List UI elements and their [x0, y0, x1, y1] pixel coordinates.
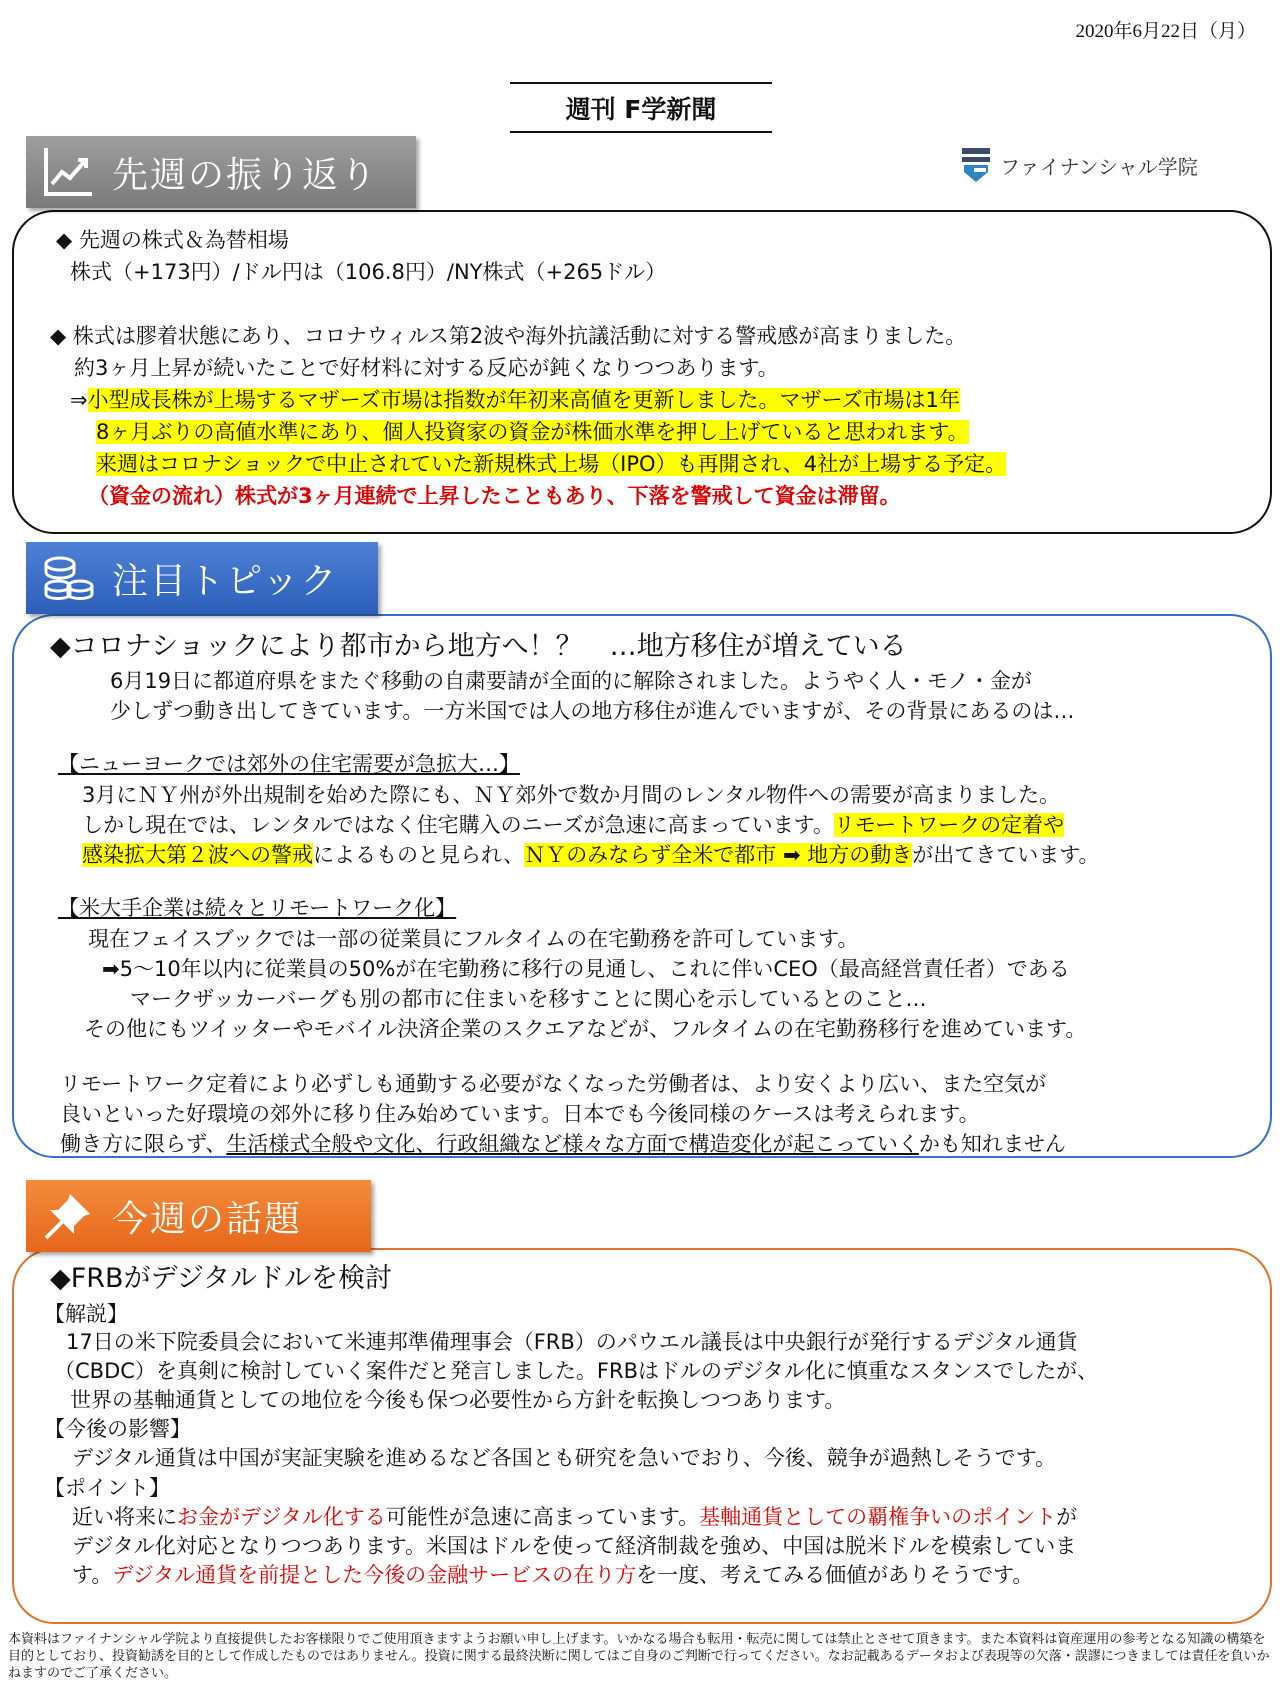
outro-text: かも知れません — [918, 1132, 1066, 1156]
point-text: 近い将来に — [72, 1505, 177, 1529]
topic-header-label: 注目トピック — [112, 560, 339, 602]
kaisetsu-title: 【解説】 — [44, 1302, 128, 1326]
eikyo-title: 【今後の影響】 — [44, 1417, 191, 1441]
market-highlight-1 — [70, 386, 960, 414]
eikyo-line: デジタル通貨は中国が実証実験を進めるなど各国とも研究を急いでおり、今後、競争が過熱しそうです。 — [72, 1446, 1057, 1470]
ny-section-title: 【ニューヨークでは郊外の住宅需要が急拡大…】 — [58, 752, 520, 776]
ny-line-3 — [82, 841, 1100, 869]
issue-date: 2020年6月22日（月） — [1075, 21, 1256, 42]
point-text: す。 — [72, 1563, 113, 1587]
point-text: 可能性が急速に高まっています。 — [385, 1505, 700, 1529]
ny-line-2 — [82, 811, 1064, 839]
highlight-text: 感染拡大第２波への警戒 — [82, 843, 313, 867]
ny-text: によるものと見られ、 — [313, 843, 525, 867]
outro-text: 働き方に限らず、 — [60, 1132, 227, 1156]
red-text: 基軸通貨としての覇権争いのポイント — [699, 1505, 1057, 1529]
corp-line-3: マークザッカーバーグも別の都市に住まいを移すことに関心を示しているとのこと… — [130, 987, 927, 1011]
money-flow: （資金の流れ）株式が3ヶ月連続で上昇したこともあり、下落を警戒して資金は滞留。 — [88, 484, 901, 508]
market-highlight-2 — [96, 418, 969, 446]
outro-line-2: 良いといった好環境の郊外に移り住み始めています。日本でも今後同様のケースは考えられます。 — [60, 1102, 980, 1126]
point-line-1 — [72, 1503, 1077, 1531]
kaisetsu-line-1: 17日の米下院委員会において米連邦準備理事会（FRB）のパウエル議長は中央銀行が発行するデジタル通貨 — [66, 1330, 1078, 1354]
market-summary: 株式（+173円）/ドル円は（106.8円）/NY株式（+265ドル） — [70, 260, 667, 284]
market-comment-2: 約3ヶ月上昇が続いたことで好材料に対する反応が鈍くなりつつあります。 — [74, 356, 779, 380]
red-text: お金がデジタル化する — [177, 1505, 386, 1529]
brand-name: ファイナンシャル学院 — [1000, 154, 1198, 179]
ny-text: しかし現在では、レンタルではなく住宅購入のニーズが急速に高まっています。 — [82, 813, 834, 837]
review-header-label: 先週の振り返り — [112, 154, 379, 196]
pushpin-icon — [40, 1188, 96, 1244]
ny-text: が出てきています。 — [912, 843, 1100, 867]
market-heading: ◆ 先週の株式＆為替相場 — [56, 228, 289, 252]
news-header-label: 今週の話題 — [112, 1198, 303, 1240]
highlight-text: 8ヶ月ぶりの高値水準にあり、個人投資家の資金が株価水準を押し上げていると思われます。 — [96, 420, 969, 444]
arrow-symbol: ⇒ — [70, 388, 88, 412]
corp-line-2: ➡5～10年以内に従業員の50%が在宅勤務に移行の見通し、これに伴いCEO（最高経営責任者）である — [102, 957, 1070, 981]
kaisetsu-line-3: 世界の基軸通貨としての地位を今後も保つ必要性から方針を転換しつつあります。 — [70, 1388, 846, 1412]
highlight-text: 小型成長株が上場するマザーズ市場は指数が年初来高値を更新しました。マザーズ市場は1年 — [87, 388, 960, 412]
brand-logo — [960, 146, 1198, 184]
point-line-2: デジタル化対応となりつつあります。米国はドルを使って経済制裁を強め、中国は脱米ドルを模索していま — [72, 1534, 1077, 1558]
topic-intro-1: 6月19日に都道府県をまたぐ移動の自粛要請が全面的に解除されました。ようやく人・モノ・金が — [110, 669, 1032, 693]
outro-line-1: リモートワーク定着により必ずしも通勤する必要がなくなった労働者は、より安くより広い、また空気が — [60, 1072, 1047, 1096]
topic-intro-2: 少しずつ動き出してきています。一方米国では人の地方移住が進んでいますが、その背景にあるのは… — [110, 699, 1075, 723]
news-section-header — [26, 1180, 371, 1252]
review-section-header — [26, 136, 416, 208]
point-text: が — [1056, 1505, 1078, 1529]
highlight-text: 来週はコロナショックで中止されていた新規株式上場（IPO）も再開され、4社が上場する予定。 — [96, 452, 1007, 476]
red-text: デジタル通貨を前提とした今後の金融サービスの在り方 — [112, 1563, 637, 1587]
newsletter-title: 週刊 F学新聞 — [510, 82, 772, 133]
corp-line-1: 現在フェイスブックでは一部の従業員にフルタイムの在宅勤務を許可しています。 — [88, 927, 859, 951]
coins-icon — [40, 550, 96, 606]
underlined-text: 生活様式全般や文化、行政組織など様々な方面で構造変化が起こっていく — [226, 1132, 919, 1156]
market-comment-1: ◆ 株式は膠着状態にあり、コロナウィルス第2波や海外抗議活動に対する警戒感が高まりました。 — [50, 324, 967, 348]
corp-line-4: その他にもツイッターやモバイル決済企業のスクエアなどが、フルタイムの在宅勤務移行を進めています。 — [84, 1017, 1087, 1041]
news-headline: ◆FRBがデジタルドルを検討 — [50, 1263, 392, 1294]
highlight-text: リモートワークの定着や — [833, 813, 1065, 837]
topic-headline: ◆コロナショックにより都市から地方へ！？ …地方移住が増えている — [50, 631, 907, 662]
topic-section-header — [26, 542, 378, 614]
ny-line-1: 3月にＮＹ州が外出規制を始めた際にも、ＮＹ郊外で数か月間のレンタル物件への需要が高まりました。 — [82, 783, 1060, 807]
market-highlight-3 — [96, 450, 1006, 478]
trend-chart-icon — [40, 144, 96, 200]
shield-logo-icon — [960, 146, 992, 184]
disclaimer: 本資料はファイナンシャル学院より直接提供したお客様限りでご使用頂きますようお願い申し上げます。いかなる場合も転用・転売に関しては禁止とさせて頂きます。また本資料は資産運用の参考となる知識の構築を目的としており、投資勧誘を目的として作成したものではありません。投資に関する最終決断に関してはご自身のご判断で行ってください。なお記載あるデータおよび表現等の欠落・誤謬につきましては責任を負いかねますのでご了承ください。 — [8, 1631, 1270, 1680]
point-title: 【ポイント】 — [44, 1476, 170, 1500]
corp-section-title: 【米大手企業は続々とリモートワーク化】 — [58, 896, 457, 920]
point-line-3 — [72, 1561, 1033, 1589]
outro-line-3 — [60, 1130, 1066, 1158]
highlight-text: ＮＹのみならず全米で都市 ➡ 地方の動き — [524, 843, 913, 867]
kaisetsu-line-2: （CBDC）を真剣に検討していく案件だと発言しました。FRBはドルのデジタル化に慎重なスタンスでしたが、 — [54, 1359, 1099, 1383]
point-text: を一度、考えてみる価値がありそうです。 — [636, 1563, 1034, 1587]
